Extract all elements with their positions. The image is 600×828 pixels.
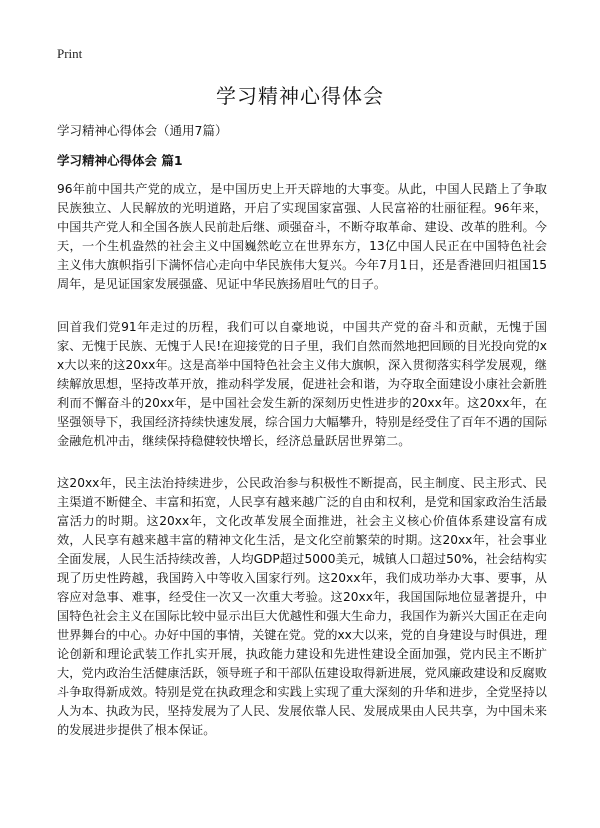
body-paragraph-3: 这20xx年，民主法治持续进步，公民政治参与积极性不断提高，民主制度、民主形式、民主渠道不断健全、丰富和拓宽，人民享有越来越广泛的自由和权利，是党和国家政治生活最富活力的时期。这20xx年，文化改革发展全面推进，社会主义核心价值体系建设富有成效，人民享有越来越丰富的精神文化生活，是文化空前繁荣的时期。这20xx年，社会事业全面发展，人民生活持续改善，人均GDP超过5000美元，城镇人口超过50%，社会结构实现了历史性跨越，我国跨入中等收入国家行列。这20xx年，我们成功举办大事、要事，从容应对急事、难事，经受住一次又一次重大考验。这20xx年，我国国际地位显著提升，中国特色社会主义在国际比较中显示出巨大优越性和强大生命力，我国作为新兴大国正在走向世界舞台的中心。办好中国的事情，关键在党。党的xx大以来，党的自身建设与时俱进，理论创新和理论武装工作扎实开展，执政能力建设和先进性建设全面加强，党内民主不断扩大，党内政治生活健康活跃，领导班子和干部队伍建设取得新进展，党风廉政建设和反腐败斗争取得新成效。特别是党在执政理念和实践上实现了重大深刻的升华和进步，全党坚持以人为本、执政为民，坚持发展为了人民、发展依靠人民、发展成果由人民共享，为中国未来的发展进步提供了根本保证。	[57, 476, 547, 737]
page-title: 学习精神心得体会	[216, 84, 384, 108]
section-heading: 学习精神心得体会 篇1	[57, 153, 183, 168]
body-paragraph-1: 96年前中国共产党的成立，是中国历史上开天辟地的大事变。从此，中国人民踏上了争取民族独立、人民解放的光明道路，开启了实现国家富强、人民富裕的壮丽征程。96年来，中国共产党人和全国各族人民前赴后继、顽强奋斗，不断夺取革命、建设、改革的胜利。今天，一个生机盎然的社会主义中国巍然屹立在世界东方，13亿中国人民正在中国特色社会主义伟大旗帜指引下满怀信心走向中华民族伟大复兴。今年7月1日，还是香港回归祖国15周年，是见证国家发展强盛、见证中华民族扬眉吐气的日子。	[57, 182, 547, 291]
body-paragraph-2: 回首我们党91年走过的历程，我们可以自豪地说，中国共产党的奋斗和贡献，无愧于国家、无愧于民族、无愧于人民!在迎接党的日子里，我们自然而然地把回顾的目光投向党的xx大以来的这20xx年。这是高举中国特色社会主义伟大旗帜，深入贯彻落实科学发展观，继续解放思想，坚持改革开放，推动科学发展，促进社会和谐，为夺取全面建设小康社会新胜利而不懈奋斗的20xx年，是中国社会发生新的深刻历史性进步的20xx年。这20xx年，在坚强领导下，我国经济持续快速发展，综合国力大幅攀升，特别是经受住了百年不遇的国际金融危机冲击，继续保持稳健较快增长，经济总量跃居世界第二。	[57, 320, 547, 448]
document-subtitle: 学习精神心得体会（通用7篇）	[57, 123, 228, 138]
print-link[interactable]: Print	[57, 46, 83, 61]
